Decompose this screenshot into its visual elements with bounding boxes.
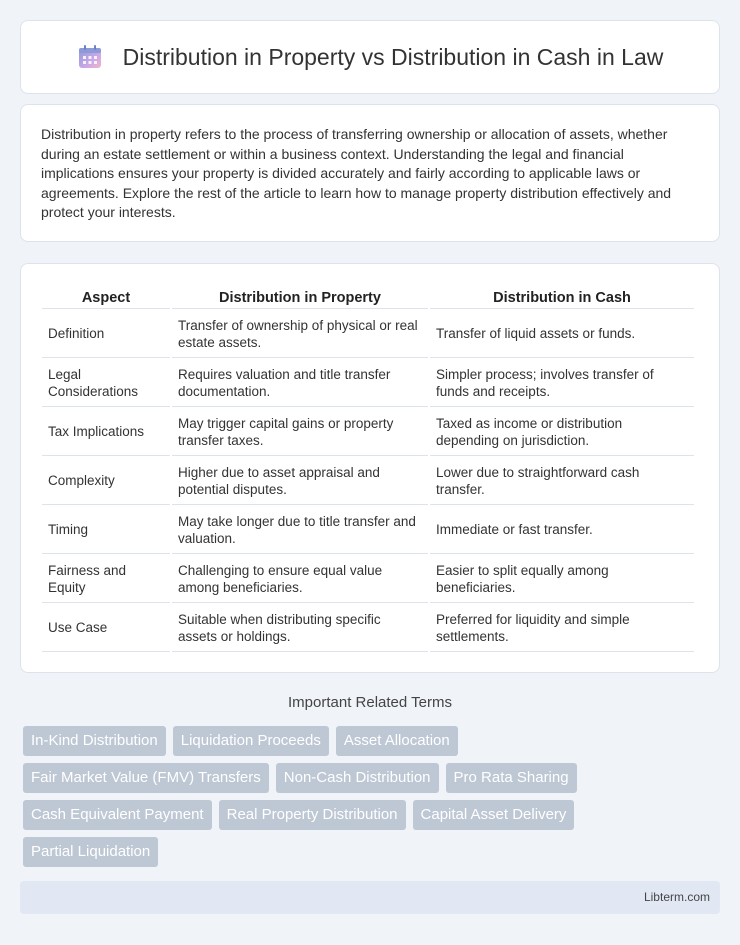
cash-cell: Easier to split equally among beneficiaries. — [430, 556, 694, 603]
property-cell: May trigger capital gains or property transfer taxes. — [172, 409, 428, 456]
footer — [20, 881, 720, 914]
property-cell: Suitable when distributing specific assets or holdings. — [172, 605, 428, 652]
page-title: Distribution in Property vs Distribution in Cash in Law — [122, 43, 664, 70]
table-row — [42, 311, 694, 358]
property-cell: Requires valuation and title transfer documentation. — [172, 360, 428, 407]
related-term-tag[interactable]: Partial Liquidation — [23, 837, 158, 867]
column-header-cash: Distribution in Cash — [430, 286, 694, 309]
table-row — [42, 409, 694, 456]
property-cell: Higher due to asset appraisal and potential disputes. — [172, 458, 428, 505]
column-header-aspect: Aspect — [42, 286, 170, 309]
property-cell: Challenging to ensure equal value among beneficiaries. — [172, 556, 428, 603]
table-header-row — [42, 286, 694, 309]
related-term-tag[interactable]: Liquidation Proceeds — [173, 726, 329, 756]
cash-cell: Preferred for liquidity and simple settlements. — [430, 605, 694, 652]
aspect-cell: Complexity — [42, 458, 170, 505]
related-terms-list — [23, 726, 713, 874]
property-cell: Transfer of ownership of physical or real estate assets. — [172, 311, 428, 358]
cash-cell: Taxed as income or distribution depending on jurisdiction. — [430, 409, 694, 456]
table-row — [42, 556, 694, 603]
table-row — [42, 605, 694, 652]
aspect-cell: Definition — [42, 311, 170, 358]
aspect-cell: Legal Considerations — [42, 360, 170, 407]
table-row — [42, 458, 694, 505]
table-row — [42, 360, 694, 407]
related-term-tag[interactable]: Pro Rata Sharing — [446, 763, 577, 793]
aspect-cell: Fairness and Equity — [42, 556, 170, 603]
cash-cell: Transfer of liquid assets or funds. — [430, 311, 694, 358]
title-card — [20, 20, 720, 94]
comparison-table — [40, 284, 696, 654]
tag-row — [23, 726, 713, 756]
column-header-property: Distribution in Property — [172, 286, 428, 309]
related-term-tag[interactable]: Real Property Distribution — [219, 800, 406, 830]
cash-cell: Immediate or fast transfer. — [430, 507, 694, 554]
tag-row — [23, 837, 713, 867]
table-row — [42, 507, 694, 554]
related-term-tag[interactable]: Cash Equivalent Payment — [23, 800, 212, 830]
aspect-cell: Timing — [42, 507, 170, 554]
cash-cell: Lower due to straightforward cash transfer. — [430, 458, 694, 505]
aspect-cell: Tax Implications — [42, 409, 170, 456]
related-term-tag[interactable]: Fair Market Value (FMV) Transfers — [23, 763, 269, 793]
cash-cell: Simpler process; involves transfer of funds and receipts. — [430, 360, 694, 407]
comparison-card — [20, 263, 720, 673]
related-term-tag[interactable]: Capital Asset Delivery — [413, 800, 575, 830]
tag-row — [23, 763, 713, 793]
tag-row — [23, 800, 713, 830]
property-cell: May take longer due to title transfer and valuation. — [172, 507, 428, 554]
related-term-tag[interactable]: Non-Cash Distribution — [276, 763, 439, 793]
related-term-tag[interactable]: Asset Allocation — [336, 726, 458, 756]
intro-card — [20, 104, 720, 242]
related-terms-heading: Important Related Terms — [288, 694, 452, 711]
calendar-grid-icon — [77, 44, 103, 70]
aspect-cell: Use Case — [42, 605, 170, 652]
footer-site-link[interactable]: Libterm.com — [643, 890, 710, 904]
intro-paragraph: Distribution in property refers to the process of transferring ownership or allocation of assets, whether during an estate settlement or within a business context. Understanding the legal and financial implications ensures your property is divided accurately and fairly according to applicable laws or agreements. Explore the rest of the article to learn how to manage property distribution effectively and protect your interests. — [41, 126, 672, 220]
related-term-tag[interactable]: In-Kind Distribution — [23, 726, 166, 756]
